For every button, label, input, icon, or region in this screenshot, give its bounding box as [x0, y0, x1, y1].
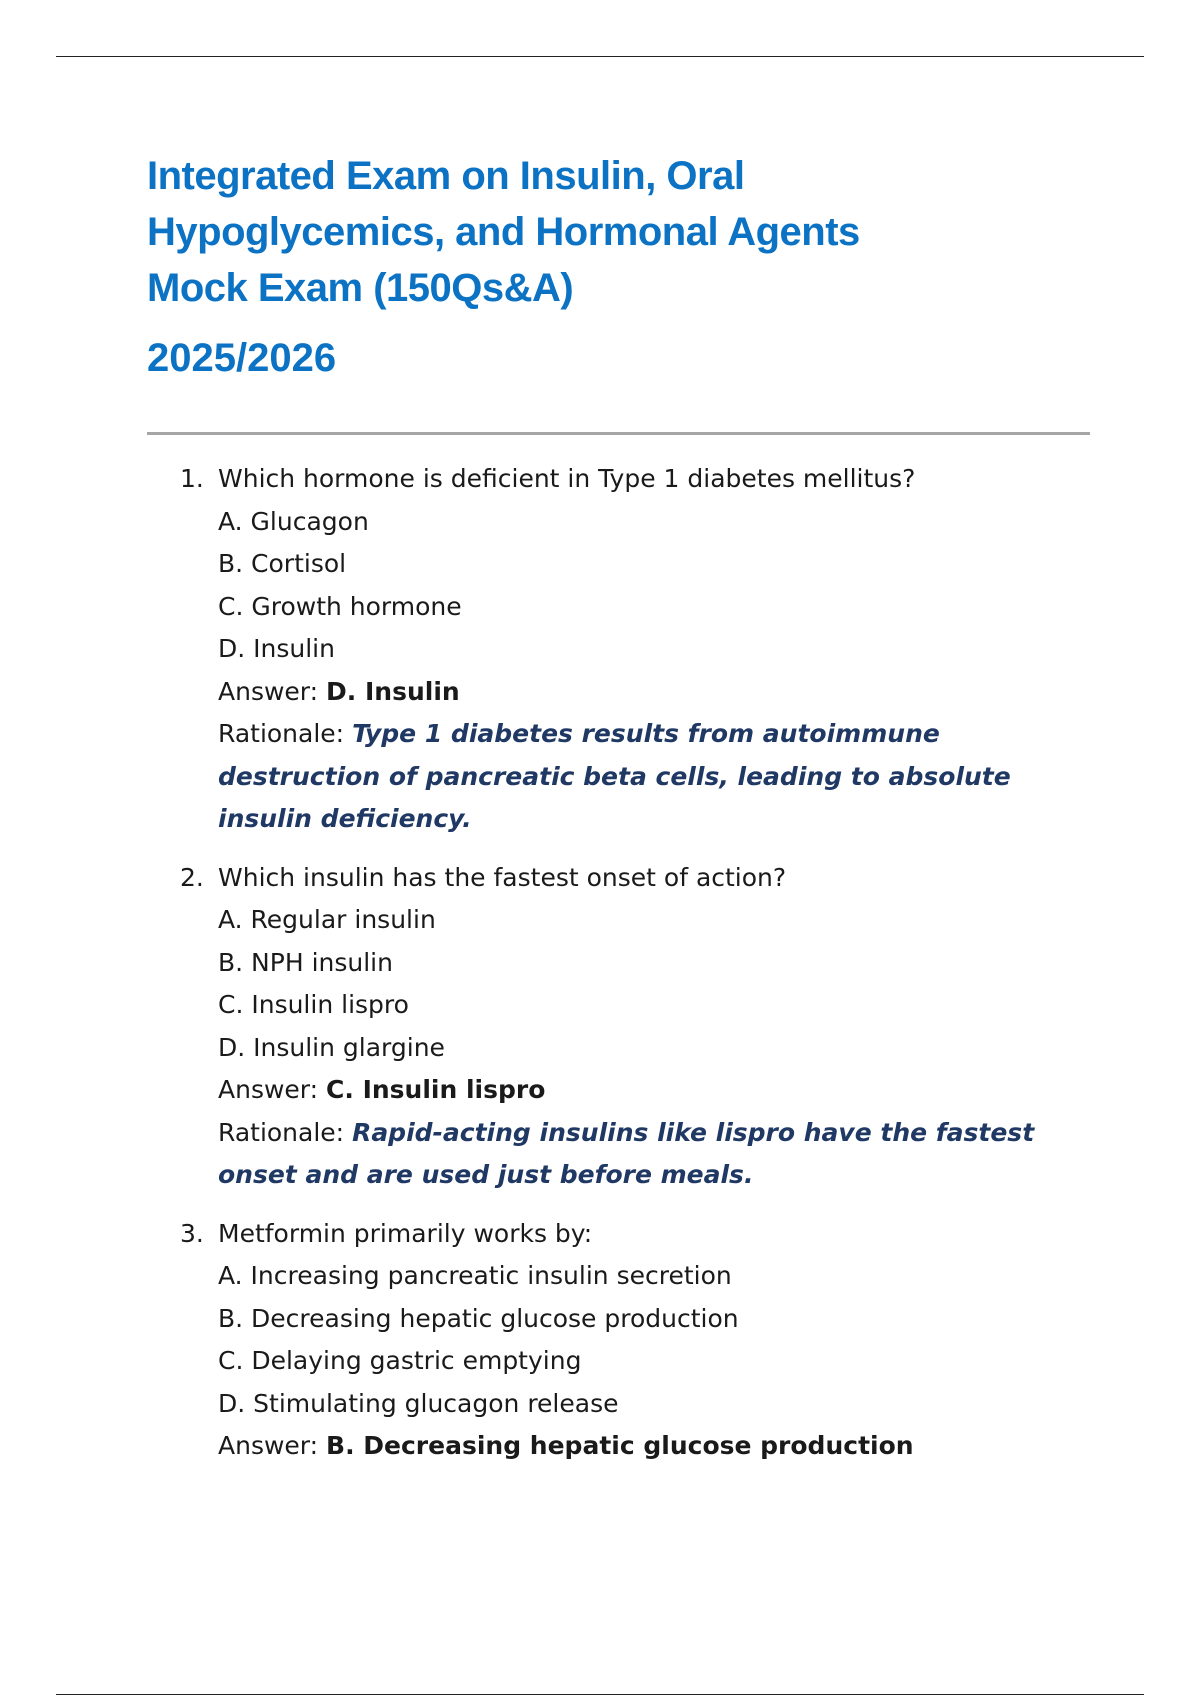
question-number: 2.: [180, 862, 204, 892]
rationale-text: Type 1 diabetes results from autoimmune destruction of pancreatic beta cells, leading to absolute insulin deficiency.: [218, 719, 1011, 833]
question-list: [180, 458, 1100, 1484]
option-a: A. Regular insulin: [218, 905, 436, 934]
question-text: Which insulin has the fastest onset of action?: [218, 862, 787, 892]
title-line-2: Hypoglycemics, and Hormonal Agents: [147, 210, 860, 254]
option-c: C. Growth hormone: [218, 591, 462, 621]
question-1: [180, 458, 1100, 841]
option-a: A. Increasing pancreatic insulin secretion: [218, 1261, 732, 1290]
answer-line: [218, 1069, 1100, 1112]
answer-line: [218, 1425, 1100, 1468]
question-text: Metformin primarily works by:: [218, 1218, 593, 1248]
option-b: B. Decreasing hepatic glucose production: [218, 1303, 739, 1333]
answer-label: Answer:: [218, 1431, 319, 1460]
option-d: D. Insulin glargine: [218, 1032, 445, 1062]
option-b: B. NPH insulin: [218, 947, 393, 977]
question-2: [180, 857, 1100, 1197]
option-a: A. Glucagon: [218, 506, 369, 536]
option-b: B. Cortisol: [218, 549, 347, 578]
option-c: C. Delaying gastric emptying: [218, 1346, 582, 1375]
question-text: Which hormone is deficient in Type 1 diabetes mellitus?: [218, 464, 916, 493]
top-rule: [56, 56, 1144, 57]
option-d: D. Insulin: [218, 634, 335, 663]
question-number: 1.: [180, 464, 204, 493]
bottom-rule: [56, 1694, 1144, 1695]
question-3: [180, 1213, 1100, 1468]
title-line-1: Integrated Exam on Insulin, Oral: [147, 154, 745, 198]
rationale-text: Rapid-acting insulins like lispro have the fastest onset and are used just before meals.: [218, 1117, 1035, 1189]
answer-line: [218, 671, 1100, 714]
answer-value: B. Decreasing hepatic glucose production: [326, 1431, 914, 1460]
title-divider: [147, 432, 1090, 435]
option-c: C. Insulin lispro: [218, 990, 409, 1019]
question-number: 3.: [180, 1218, 204, 1248]
answer-label: Answer:: [218, 1075, 319, 1104]
answer-label: Answer:: [218, 676, 319, 706]
rationale-label: Rationale:: [218, 719, 345, 748]
answer-value: D. Insulin: [326, 676, 460, 706]
answer-value: C. Insulin lispro: [326, 1075, 546, 1104]
option-d: D. Stimulating glucagon release: [218, 1388, 619, 1418]
rationale-line: [218, 713, 1100, 841]
title-line-3: Mock Exam (150Qs&A): [147, 266, 574, 310]
title-block: [147, 148, 1107, 386]
rationale-line: [218, 1112, 1100, 1197]
title-year: 2025/2026: [147, 336, 337, 380]
rationale-label: Rationale:: [218, 1117, 345, 1147]
